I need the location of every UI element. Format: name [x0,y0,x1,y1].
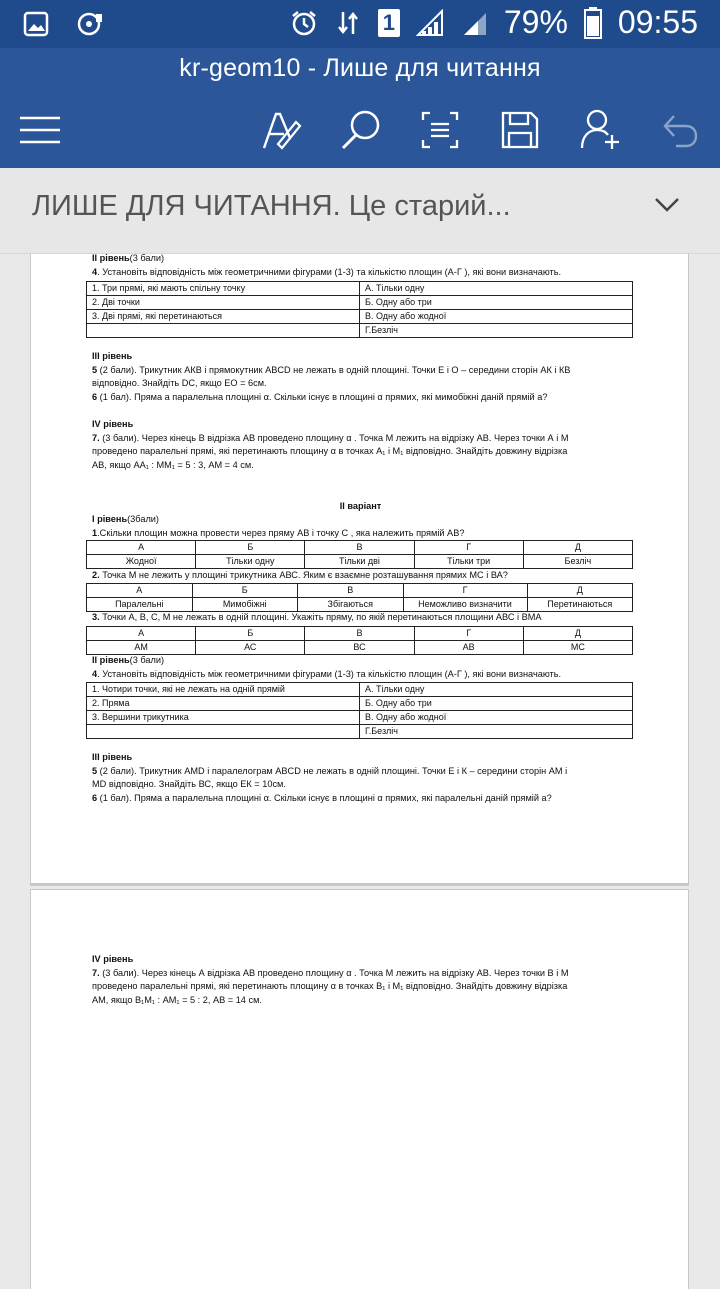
battery-icon [584,7,602,39]
doc-text-block [92,654,561,681]
menu-button[interactable] [14,104,66,156]
points: (3бали) [127,514,159,524]
heading: II варіант [339,501,382,511]
share-button[interactable] [575,104,627,156]
question-text: проведено паралельні прямі, які перетинають площину α в точках В₁ і М₁ відповідно. Знайдіть довжину відрізка [92,981,568,991]
table-cell: Б [192,584,298,598]
variant-title [31,500,690,514]
table-cell: Б. Одну або три [360,697,633,711]
document-title: kr-geom10 - Лише для читання [179,54,541,82]
table-cell: А [87,541,196,555]
doc-text-block [92,751,567,805]
table-row [87,725,633,739]
table-cell: А [87,584,193,598]
document-page-1[interactable] [30,254,689,886]
question-text: . Установіть відповідність між геометричними фігурами (1-3) та кількістю площин (А-Г ), які вони визначають. [97,668,562,679]
question-text: АМ, якщо В₁М₁ : АМ₁ = 5 : 2, АВ = 14 см. [92,994,262,1005]
table-row [87,541,633,555]
table-cell: А. Тільки одну [360,282,633,296]
table-cell: Жодної [87,555,196,569]
question-text: відповідно. Знайдіть DC, якщо ЕО = 6см. [92,378,267,388]
question-text: проведено паралельні прямі, які перетинають площину α в точках А₁ і М₁ відповідно. Знайдіть довжину відрізка [92,446,568,456]
table-row [87,683,633,697]
disc-notification-icon [76,10,104,38]
heading: III рівень [92,351,133,361]
table-cell: 3. Дві прямі, які перетинаються [87,310,360,324]
heading: I рівень [92,514,128,524]
table-cell: В. Одну або жодної [360,711,633,725]
table-cell: В [305,627,414,641]
table-cell: Тільки дві [305,555,414,569]
question-text: (1 бал). Пряма а паралельна площині α. Скільки існує в площині α прямих, які паралельні даній прямій а? [97,792,552,803]
question-number: 7. [92,432,100,443]
question-text: (3 бали). Через кінець В відрізка АВ проведено площину α . Точка М лежить на відрізку АВ. Через точки А і М [99,432,569,443]
table-cell: Перетинаються [527,598,633,612]
table-row [87,282,633,296]
matching-table-1 [86,281,633,338]
table-row [87,711,633,725]
heading: II рівень [92,253,130,263]
table-cell: А [87,627,196,641]
table-cell: 2. Пряма [87,697,360,711]
table-cell: МС [523,641,632,655]
table-cell: Д [527,584,633,598]
points: (3 бали) [129,253,165,263]
sim-indicator: 1 [378,9,400,37]
save-button[interactable] [494,104,546,156]
table-cell: В [305,541,414,555]
edit-button[interactable] [256,104,308,156]
doc-text-block [92,513,464,540]
hamburger-menu-icon [18,115,62,145]
question-number: 4 [92,668,98,679]
table-cell: Мимобіжні [192,598,298,612]
save-disk-icon [500,110,540,150]
table-cell: Г [414,627,523,641]
table-cell: АВ [414,641,523,655]
heading: IV рівень [92,419,134,429]
heading: III рівень [92,752,133,762]
table-cell: Г [403,584,527,598]
document-page-2[interactable] [30,889,689,1289]
question-text: АВ, якщо АА₁ : ММ₁ = 5 : 3, АМ = 4 см. [92,459,254,470]
undo-button[interactable] [654,104,706,156]
undo-icon [660,110,700,150]
signal-strength-2-icon [460,9,488,37]
table-cell: АС [196,641,305,655]
toolbar [0,100,720,160]
question-text: . Установіть відповідність між геометричними фігурами (1-3) та кількістю площин (А-Г ), які вони визначають. [97,266,562,277]
question-text: (1 бал). Пряма а паралельна площині α. Скільки існує в площині α прямих, які мимобіжні даній прямій а? [97,391,548,402]
battery-percent: 79% [503,4,568,40]
question-text: (2 бали). Трикутник АКВ і прямокутник ABCD не лежать в одній площині. Точки Е і О – середини сторін АК і КВ [97,364,571,375]
table-cell: Д [523,627,632,641]
answer-table-2 [86,583,633,612]
data-transfer-icon [334,9,362,37]
doc-text-block [92,418,569,472]
table-cell: 3. Вершини трикутника [87,711,360,725]
question-number: 5 [92,364,98,375]
table-cell: 2. Дві точки [87,296,360,310]
heading: II рівень [92,655,130,665]
table-cell: Г [414,541,523,555]
clock: 09:55 [617,4,698,40]
table-cell: Б [196,541,305,555]
table-cell: 1. Чотири точки, які не лежать на одній прямій [87,683,360,697]
question-number: 1 [92,527,98,538]
table-cell: Паралельні [87,598,193,612]
table-row [87,627,633,641]
add-person-icon [579,108,623,152]
search-icon [339,108,383,152]
question-text: Точки А, В, С, М не лежать в одній площині. Укажіть пряму, по якій перетинаються площини АВС і ВМА [99,612,542,622]
table-cell: В [298,584,404,598]
pen-edit-icon [260,108,304,152]
table-row [87,598,633,612]
table-row [87,555,633,569]
question-number: 5 [92,765,98,776]
table-cell: ВС [305,641,414,655]
table-cell: Б [196,627,305,641]
table-cell: Б. Одну або три [360,296,633,310]
doc-text-block [92,611,542,625]
question-number: 6 [92,792,98,803]
answer-table-3 [86,626,633,655]
question-text: .Скільки площин можна провести через пряму АВ і точку С , яка належить прямій АВ? [97,527,465,538]
matching-table-2 [86,682,633,739]
table-row [87,310,633,324]
question-number: 2. [92,570,100,580]
table-row [87,641,633,655]
table-cell: Збігаються [298,598,404,612]
doc-text-block [92,252,561,279]
question-text: MD відповідно. Знайдіть ВС, якщо ЕК = 10см. [92,779,286,789]
question-number: 4 [92,266,98,277]
table-cell: АМ [87,641,196,655]
table-cell [87,324,360,338]
table-cell: Д [523,541,632,555]
question-text: (2 бали). Трикутник АМD і паралелограм ABCD не лежать в одній площині. Точки Е і К – середини сторін АМ і [97,765,568,776]
table-cell: Г.Безліч [360,324,633,338]
question-text: Точка М не лежить у площині трикутника АВС. Яким є взаємне розташування прямих МС і ВА? [99,570,508,580]
chevron-down-icon[interactable] [654,196,680,214]
question-number: 7. [92,967,100,978]
doc-text-block [92,953,569,1007]
table-cell: Тільки одну [196,555,305,569]
table-cell: Тільки три [414,555,523,569]
signal-strength-icon [416,9,444,37]
reading-view-button[interactable] [414,104,466,156]
question-number: 6 [92,391,98,402]
search-button[interactable] [335,104,387,156]
table-row [87,324,633,338]
status-bar [0,0,720,48]
points: (3 бали) [129,655,165,665]
table-cell: В. Одну або жодної [360,310,633,324]
gallery-notification-icon [22,10,50,38]
alarm-icon [290,9,318,37]
read-only-banner-text: ЛИШЕ ДЛЯ ЧИТАННЯ. Це старий... [32,190,511,222]
table-row [87,697,633,711]
table-row [87,584,633,598]
doc-text-block [92,569,508,583]
table-cell [87,725,360,739]
app-title-bar [0,48,720,168]
doc-text-block [92,350,570,404]
question-number: 3. [92,612,100,622]
reading-view-icon [420,110,460,150]
question-text: (3 бали). Через кінець А відрізка АВ проведено площину α . Точка М лежить на відрізку АВ. Через точки В і М [99,967,569,978]
table-cell: А. Тільки одну [360,683,633,697]
table-cell: Безліч [523,555,632,569]
table-cell: Неможливо визначити [403,598,527,612]
answer-table-1 [86,540,633,569]
table-row [87,296,633,310]
heading: IV рівень [92,954,134,964]
table-cell: 1. Три прямі, які мають спільну точку [87,282,360,296]
table-cell: Г.Безліч [360,725,633,739]
read-only-banner[interactable] [0,168,720,254]
